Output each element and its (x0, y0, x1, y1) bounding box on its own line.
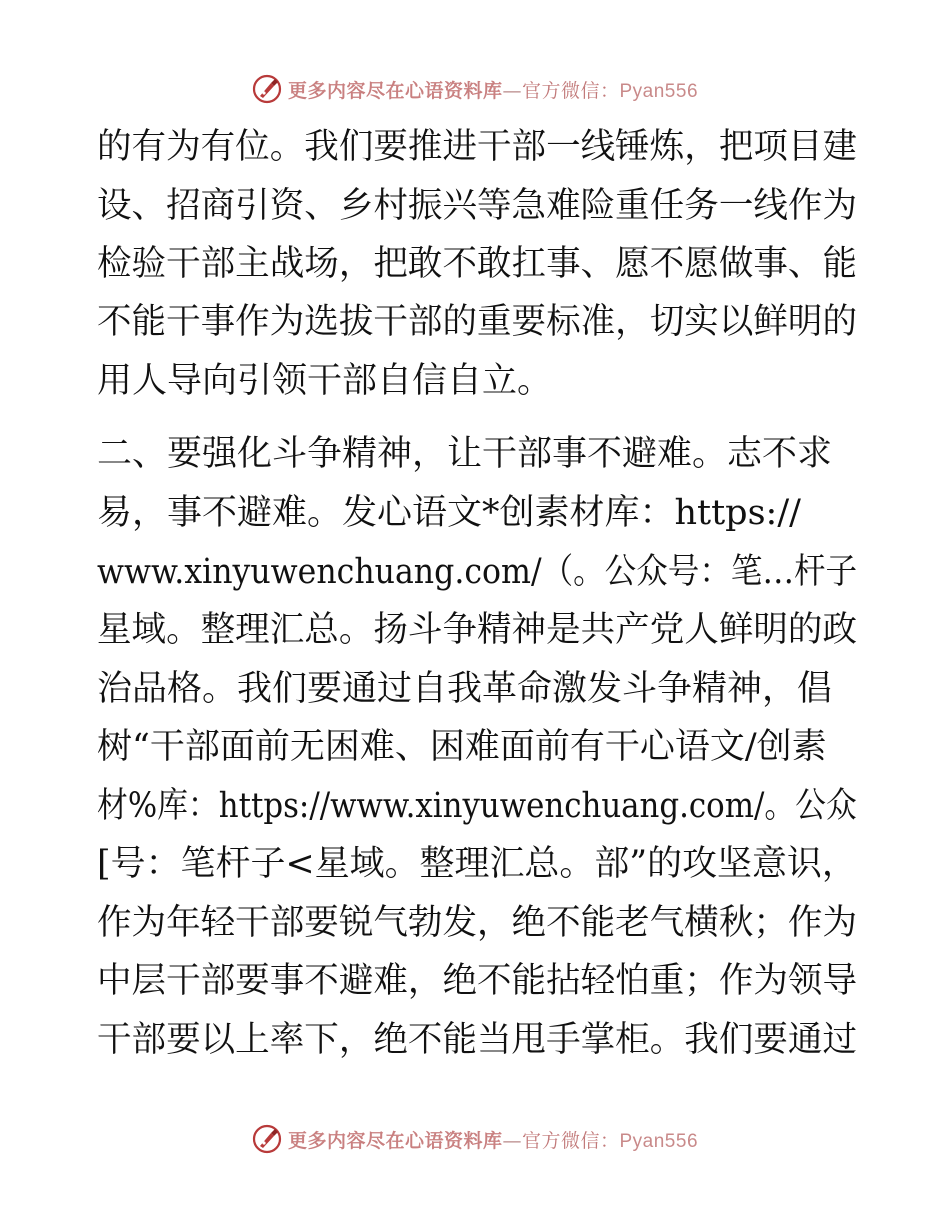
body-line: 设、招商引资、乡村振兴等急难险重任务一线作为 (97, 186, 858, 226)
footer-banner-text (288, 1126, 698, 1153)
body-line: 易，事不避难。发心语文*创素材库：https:// (97, 493, 801, 533)
footer-banner (0, 1122, 950, 1156)
body-line: 中层干部要事不避难，绝不能拈轻怕重；作为领导 (97, 961, 858, 1001)
footer-separator: — (502, 1129, 522, 1152)
body-line: 树“干部面前无困难、困难面前有干心语文/创素 (97, 727, 827, 767)
header-banner (0, 72, 950, 106)
header-separator: — (502, 79, 522, 102)
body-line: 星域。整理汇总。扬斗争精神是共产党人鲜明的政 (97, 610, 858, 650)
header-brand: 更多内容尽在心语资料库 (287, 79, 503, 102)
body-line: 的有为有位。我们要推进干部一线锤炼，把项目建 (97, 127, 858, 167)
section-heading-line: 二、要强化斗争精神，让干部事不避难。志不求 (97, 434, 833, 474)
header-wechat-id: Pyan556 (619, 80, 699, 102)
footer-wechat-label: 官方微信： (521, 1129, 620, 1152)
body-line: 检验干部主战场，把敢不敢扛事、愿不愿做事、能 (97, 244, 858, 284)
footer-banner-inner (252, 1124, 698, 1154)
body-line: 作为年轻干部要锐气勃发，绝不能老气横秋；作为 (97, 903, 858, 943)
body-line: 材%库：https://www.xinyuwenchuang.com/。公众 (97, 786, 857, 826)
header-wechat-label: 官方微信： (521, 79, 620, 102)
body-line: 干部要以上率下，绝不能当甩手掌柜。我们要通过 (97, 1020, 858, 1060)
body-line: 不能干事作为选拔干部的重要标准，切实以鲜明的 (97, 302, 858, 342)
header-banner-text (288, 76, 698, 103)
pen-nib-logo-icon (252, 74, 282, 104)
body-line: 治品格。我们要通过自我革命激发斗争精神，倡 (97, 669, 833, 709)
body-line: 用人导向引领干部自信自立。 (97, 361, 553, 401)
header-banner-inner (252, 74, 698, 104)
body-line: www.xinyuwenchuang.com/（。公众号：笔…杆子 (97, 552, 858, 592)
body-line: [号：笔杆子<星域。整理汇总。部”的攻坚意识， (97, 844, 857, 884)
pen-nib-logo-icon (252, 1124, 282, 1154)
footer-wechat-id: Pyan556 (619, 1130, 699, 1152)
footer-brand: 更多内容尽在心语资料库 (287, 1129, 503, 1152)
